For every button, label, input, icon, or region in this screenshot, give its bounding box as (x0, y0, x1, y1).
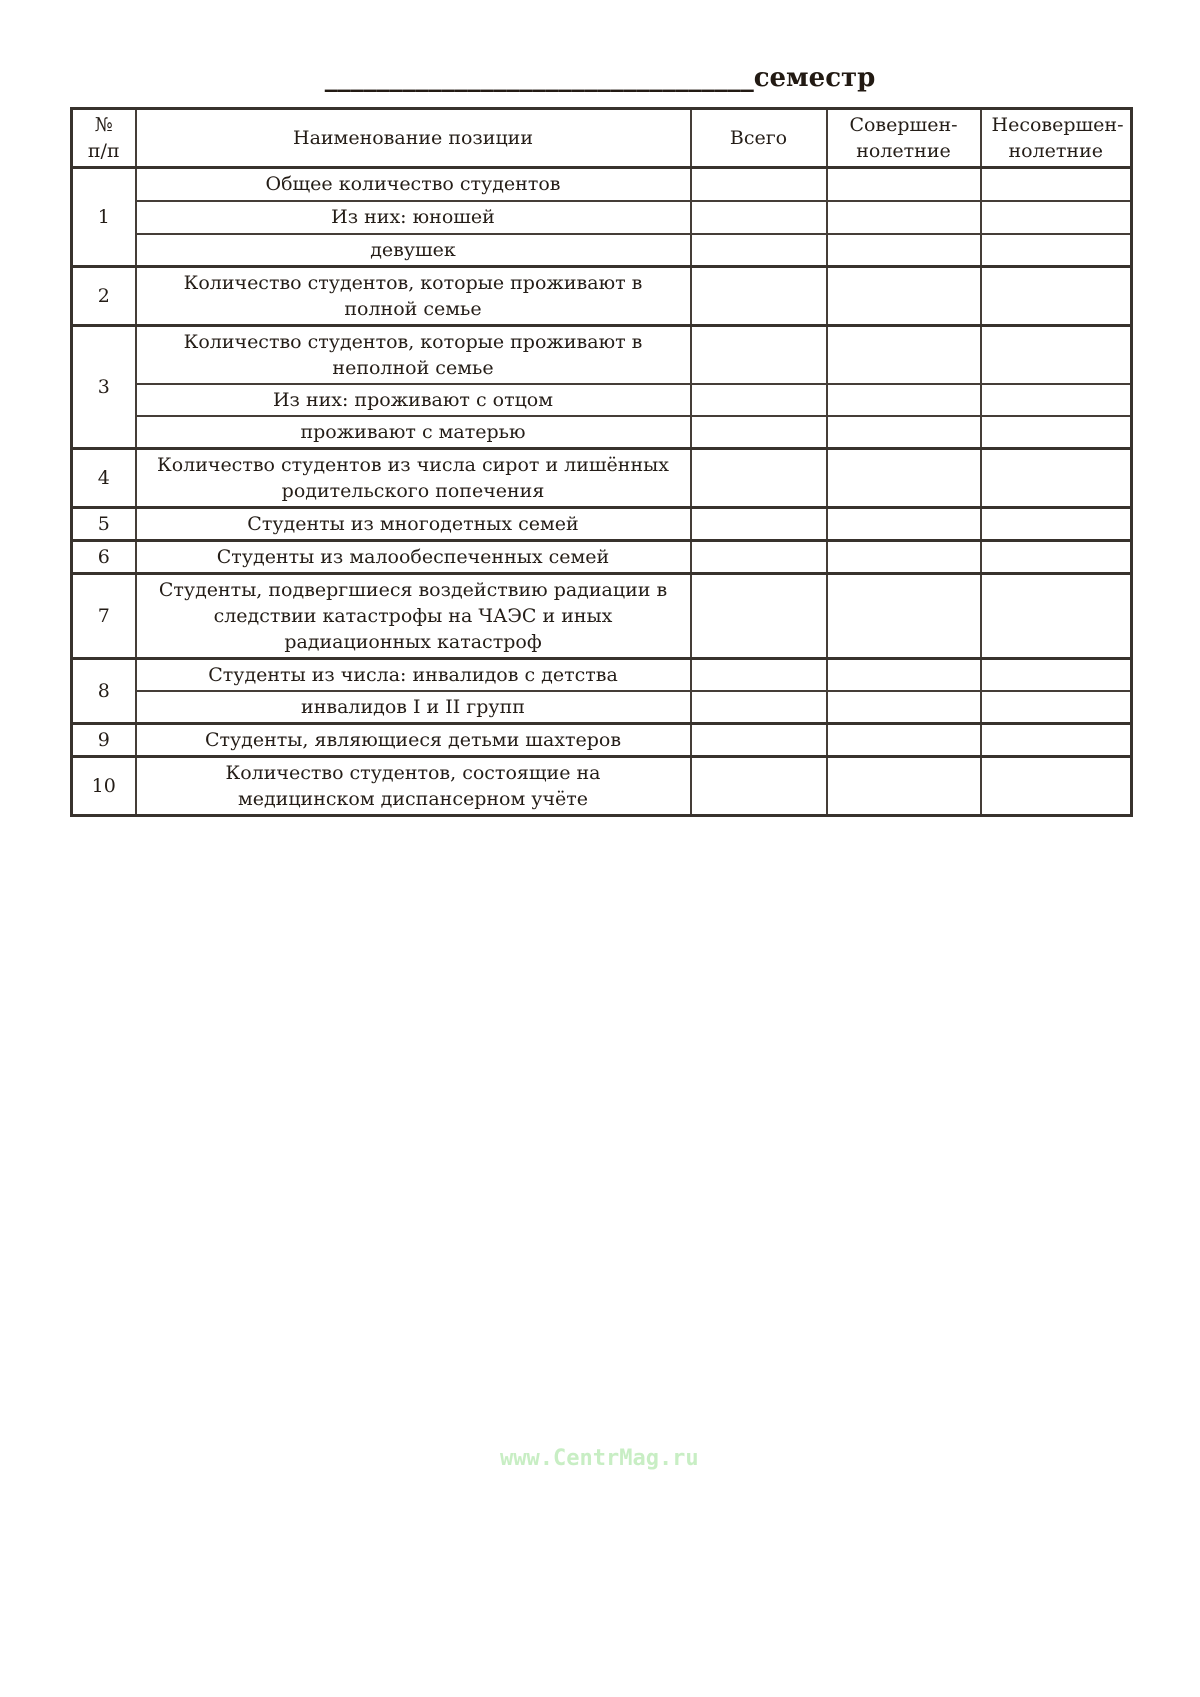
minor-cell (981, 201, 1132, 234)
position-name-cell: Из них: юношей (136, 201, 691, 234)
minor-cell (981, 234, 1132, 267)
total-cell (691, 384, 827, 416)
position-name-cell: Количество студентов из числа сирот и лишённых родительского попечения (136, 449, 691, 508)
adult-cell (827, 724, 981, 757)
adult-cell (827, 234, 981, 267)
position-name-cell: Количество студентов, состоящие на медицинском диспансерном учёте (136, 757, 691, 816)
row-num-cell: 6 (72, 541, 136, 574)
position-name-cell: Количество студентов, которые проживают в полной семье (136, 266, 691, 325)
row-num-cell: 9 (72, 724, 136, 757)
minor-cell (981, 541, 1132, 574)
semester-blank-line: _________________________________ (324, 63, 754, 93)
total-cell (691, 541, 827, 574)
row-num-cell: 7 (72, 574, 136, 659)
row-num-cell: 4 (72, 449, 136, 508)
minor-cell (981, 449, 1132, 508)
table-row (72, 201, 1132, 234)
row-num-cell: 3 (72, 325, 136, 449)
row-num-cell: 1 (72, 168, 136, 267)
adult-cell (827, 659, 981, 692)
minor-cell (981, 724, 1132, 757)
table-row (72, 168, 1132, 201)
adult-cell (827, 325, 981, 384)
position-name-cell: Студенты, являющиеся детьми шахтеров (136, 724, 691, 757)
table-row (72, 325, 1132, 384)
position-name-cell: девушек (136, 234, 691, 267)
position-name-cell: Студенты из многодетных семей (136, 508, 691, 541)
adult-cell (827, 691, 981, 724)
position-name-cell: Общее количество студентов (136, 168, 691, 201)
position-name-cell: Студенты из малообеспеченных семей (136, 541, 691, 574)
position-name-cell: инвалидов I и II групп (136, 691, 691, 724)
position-name-cell: Количество студентов, которые проживают в неполной семье (136, 325, 691, 384)
total-cell (691, 416, 827, 449)
minor-cell (981, 384, 1132, 416)
semester-title (0, 60, 1200, 96)
minor-cell (981, 416, 1132, 449)
header-name: Наименование позиции (136, 109, 691, 168)
total-cell (691, 691, 827, 724)
row-num-cell: 2 (72, 266, 136, 325)
table-row (72, 508, 1132, 541)
table-row (72, 266, 1132, 325)
minor-cell (981, 266, 1132, 325)
total-cell (691, 168, 827, 201)
total-cell (691, 449, 827, 508)
row-num-cell: 5 (72, 508, 136, 541)
minor-cell (981, 508, 1132, 541)
row-num-cell: 10 (72, 757, 136, 816)
table-row (72, 659, 1132, 692)
centrmag-watermark: www.CentrMag.ru (500, 1446, 699, 1471)
semester-label: семестр (753, 63, 876, 93)
minor-cell (981, 659, 1132, 692)
row-num-cell: 8 (72, 659, 136, 724)
table-row (72, 541, 1132, 574)
header-total: Всего (691, 109, 827, 168)
total-cell (691, 266, 827, 325)
header-adult: Совершен-нолетние (827, 109, 981, 168)
table-row (72, 384, 1132, 416)
total-cell (691, 201, 827, 234)
table-row (72, 449, 1132, 508)
position-name-cell: проживают с матерью (136, 416, 691, 449)
student-stats-table (70, 107, 1133, 817)
position-name-cell: Из них: проживают с отцом (136, 384, 691, 416)
table-row (72, 416, 1132, 449)
position-name-cell: Студенты, подвергшиеся воздействию радиации в следствии катастрофы на ЧАЭС и иных радиационных катастроф (136, 574, 691, 659)
adult-cell (827, 266, 981, 325)
table-row (72, 691, 1132, 724)
table-row (72, 574, 1132, 659)
adult-cell (827, 201, 981, 234)
table-header-row (72, 109, 1132, 168)
header-num: № п/п (72, 109, 136, 168)
total-cell (691, 757, 827, 816)
total-cell (691, 724, 827, 757)
minor-cell (981, 574, 1132, 659)
adult-cell (827, 416, 981, 449)
position-name-cell: Студенты из числа: инвалидов с детства (136, 659, 691, 692)
adult-cell (827, 449, 981, 508)
adult-cell (827, 574, 981, 659)
total-cell (691, 234, 827, 267)
total-cell (691, 574, 827, 659)
total-cell (691, 508, 827, 541)
total-cell (691, 659, 827, 692)
header-minor: Несовершен-нолетние (981, 109, 1132, 168)
adult-cell (827, 757, 981, 816)
minor-cell (981, 168, 1132, 201)
minor-cell (981, 757, 1132, 816)
total-cell (691, 325, 827, 384)
table-row (72, 757, 1132, 816)
minor-cell (981, 691, 1132, 724)
adult-cell (827, 168, 981, 201)
minor-cell (981, 325, 1132, 384)
table-row (72, 234, 1132, 267)
adult-cell (827, 384, 981, 416)
adult-cell (827, 508, 981, 541)
adult-cell (827, 541, 981, 574)
table-row (72, 724, 1132, 757)
